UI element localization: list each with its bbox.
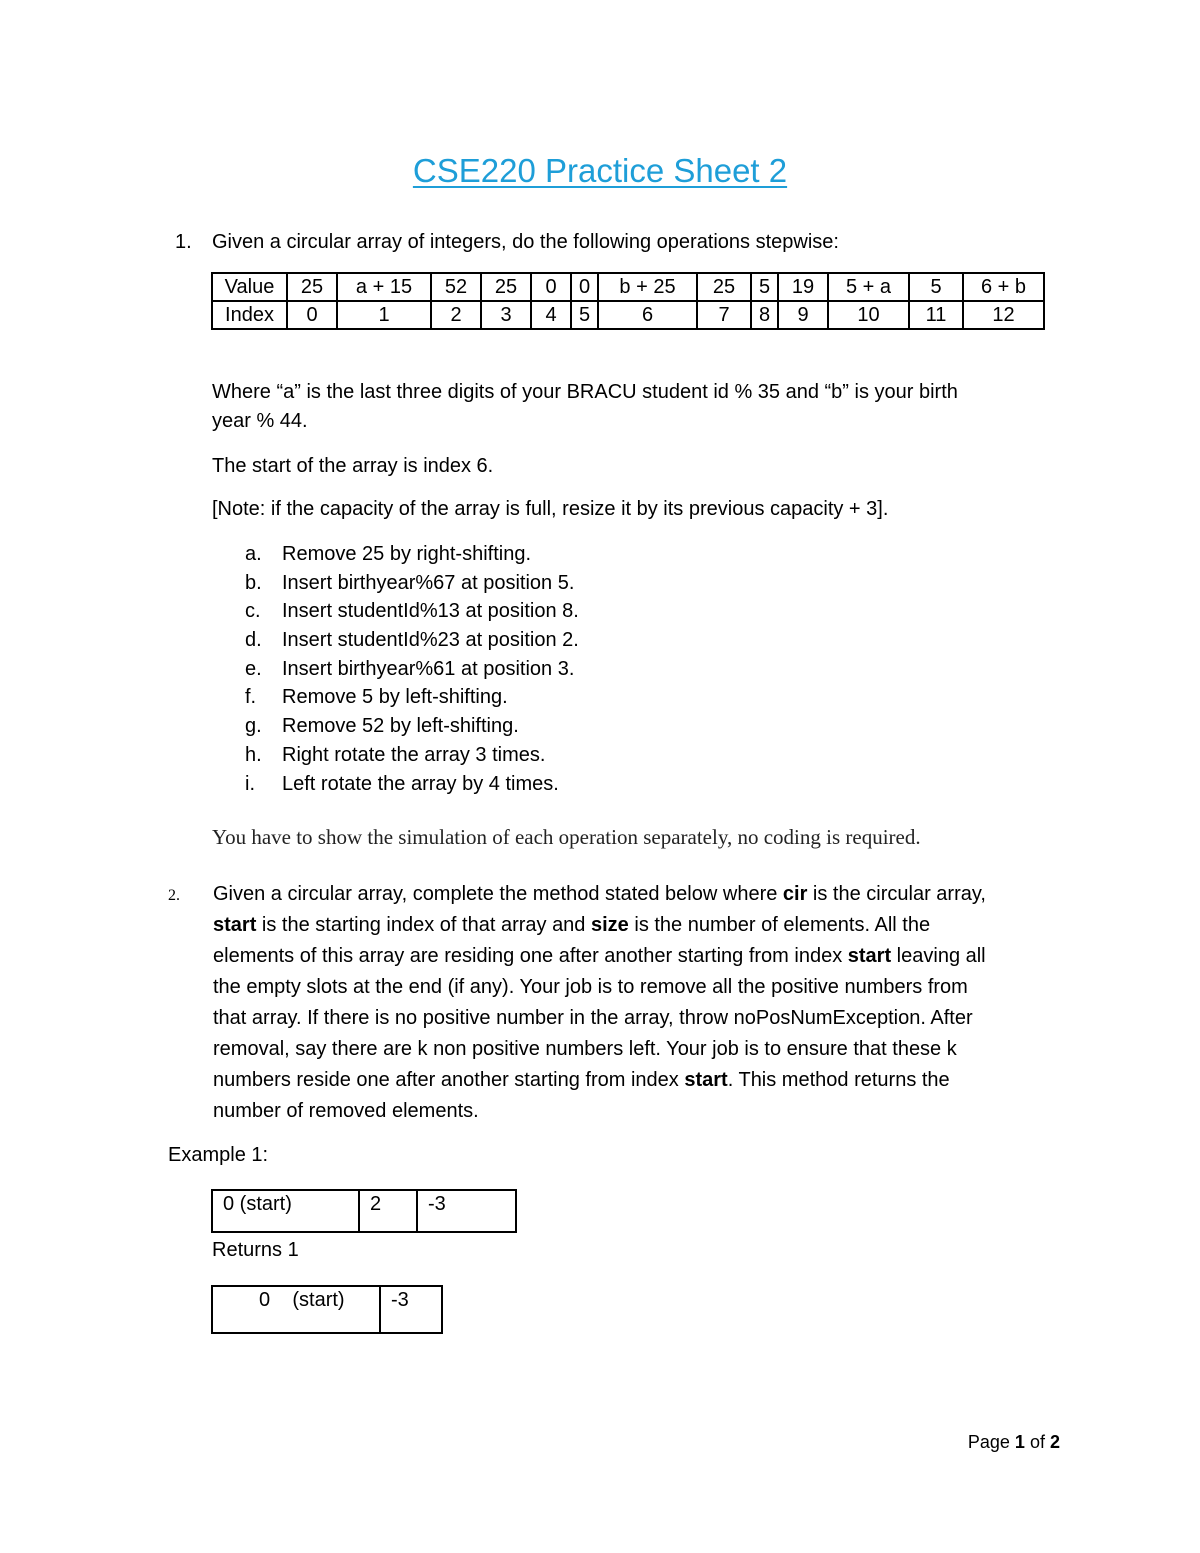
example-1-label: Example 1: [168, 1144, 269, 1166]
index-cell: 4 [531, 301, 571, 329]
op-letter: i. [245, 772, 255, 795]
op-text: Right rotate the array 3 times. [282, 743, 546, 766]
q2-keyword-start: start [213, 914, 257, 936]
current-page: 1 [1014, 1432, 1025, 1452]
index-cell: 11 [909, 301, 963, 329]
array-cell: 2 [359, 1190, 417, 1232]
where-line-2: year % 44. [212, 410, 308, 432]
array-cell: 0 (start) [212, 1286, 380, 1333]
value-cell: 5 [909, 273, 963, 301]
q2-text: leaving all [891, 945, 986, 967]
op-letter: d. [245, 629, 262, 652]
question-2-text [213, 879, 1073, 1127]
q2-text: is the starting index of that array and [256, 914, 591, 936]
index-cell: 7 [697, 301, 751, 329]
q2-keyword-start: start [847, 945, 892, 967]
op-letter: g. [245, 715, 262, 738]
start-index-text: The start of the array is index 6. [212, 455, 494, 477]
value-row [212, 273, 1044, 301]
where-definition [212, 378, 1062, 436]
index-cell: 5 [571, 301, 598, 329]
value-cell: 5 [751, 273, 778, 301]
op-letter: f. [245, 686, 257, 709]
value-cell: b + 25 [598, 273, 697, 301]
value-cell: a + 15 [337, 273, 431, 301]
q2-text: . This method returns the [727, 1069, 950, 1091]
q2-text: numbers reside one after another starting from index [213, 1069, 685, 1091]
question-2-number: 2. [168, 887, 180, 904]
value-row-label: Value [212, 273, 287, 301]
capacity-note: [Note: if the capacity of the array is full, resize it by its previous capacity + 3]. [212, 498, 889, 520]
value-cell: 25 [697, 273, 751, 301]
q2-text: removal, say there are k non positive numbers left. Your job is to ensure that these k [213, 1038, 957, 1060]
op-text: Remove 52 by left-shifting. [282, 715, 519, 738]
op-text: Remove 25 by right-shifting. [282, 543, 532, 565]
value-cell: 0 [531, 273, 571, 301]
index-row [212, 301, 1044, 329]
op-letter: e. [245, 657, 262, 680]
example-input-array [211, 1189, 517, 1233]
index-cell: 1 [337, 301, 431, 329]
q2-keyword-start: start [684, 1069, 728, 1091]
q2-text: that array. If there is no positive number in the array, throw noPosNumException. After [213, 1007, 973, 1029]
where-line-1: Where “a” is the last three digits of your BRACU student id % 35 and “b” is your birth [212, 381, 958, 403]
array-cell: 0 (start) [212, 1190, 359, 1232]
op-letter: a. [245, 543, 262, 565]
q2-text: is the circular array, [807, 883, 986, 905]
value-cell: 52 [431, 273, 481, 301]
returns-text: Returns 1 [212, 1239, 299, 1261]
q2-keyword-cir: cir [782, 883, 808, 905]
op-text: Insert studentId%23 at position 2. [282, 629, 579, 652]
index-cell: 8 [751, 301, 778, 329]
array-cell: -3 [380, 1286, 442, 1333]
index-cell: 0 [287, 301, 337, 329]
page-title: CSE220 Practice Sheet 2 [412, 152, 788, 189]
index-cell: 3 [481, 301, 531, 329]
index-cell: 10 [828, 301, 909, 329]
example-output-array [211, 1285, 443, 1334]
array-cell: -3 [417, 1190, 516, 1232]
circular-array-table [211, 272, 1045, 330]
page-number [968, 1432, 1060, 1453]
op-letter: b. [245, 571, 262, 594]
index-cell: 12 [963, 301, 1044, 329]
page-word: Page [967, 1432, 1010, 1452]
index-row-label: Index [212, 301, 287, 329]
of-word: of [1029, 1432, 1045, 1452]
total-pages: 2 [1049, 1432, 1060, 1452]
q2-text: the empty slots at the end (if any). Your job is to remove all the positive numbers from [213, 976, 968, 998]
index-cell: 6 [598, 301, 697, 329]
op-letter: h. [245, 743, 262, 766]
value-cell: 19 [778, 273, 828, 301]
q2-text: Given a circular array, complete the method stated below where [213, 883, 783, 905]
op-text: Insert birthyear%67 at position 5. [282, 571, 575, 594]
index-cell: 9 [778, 301, 828, 329]
value-cell: 25 [481, 273, 531, 301]
op-text: Remove 5 by left-shifting. [282, 686, 508, 709]
op-text: Insert birthyear%61 at position 3. [282, 657, 575, 680]
op-text: Insert studentId%13 at position 8. [282, 600, 579, 623]
op-letter: c. [245, 600, 261, 623]
q2-text: number of removed elements. [213, 1100, 479, 1122]
value-cell: 5 + a [828, 273, 909, 301]
value-cell: 25 [287, 273, 337, 301]
q2-text: is the number of elements. All the [628, 914, 931, 936]
value-cell: 6 + b [963, 273, 1044, 301]
value-cell: 0 [571, 273, 598, 301]
question-1-text: Given a circular array of integers, do the following operations stepwise: [212, 231, 839, 253]
index-cell: 2 [431, 301, 481, 329]
q2-text: elements of this array are residing one after another starting from index [213, 945, 848, 967]
q2-keyword-size: size [591, 914, 629, 936]
simulation-note: You have to show the simulation of each operation separately, no coding is required. [212, 825, 921, 849]
question-1-number: 1. [175, 231, 192, 253]
op-text: Left rotate the array by 4 times. [282, 772, 559, 795]
